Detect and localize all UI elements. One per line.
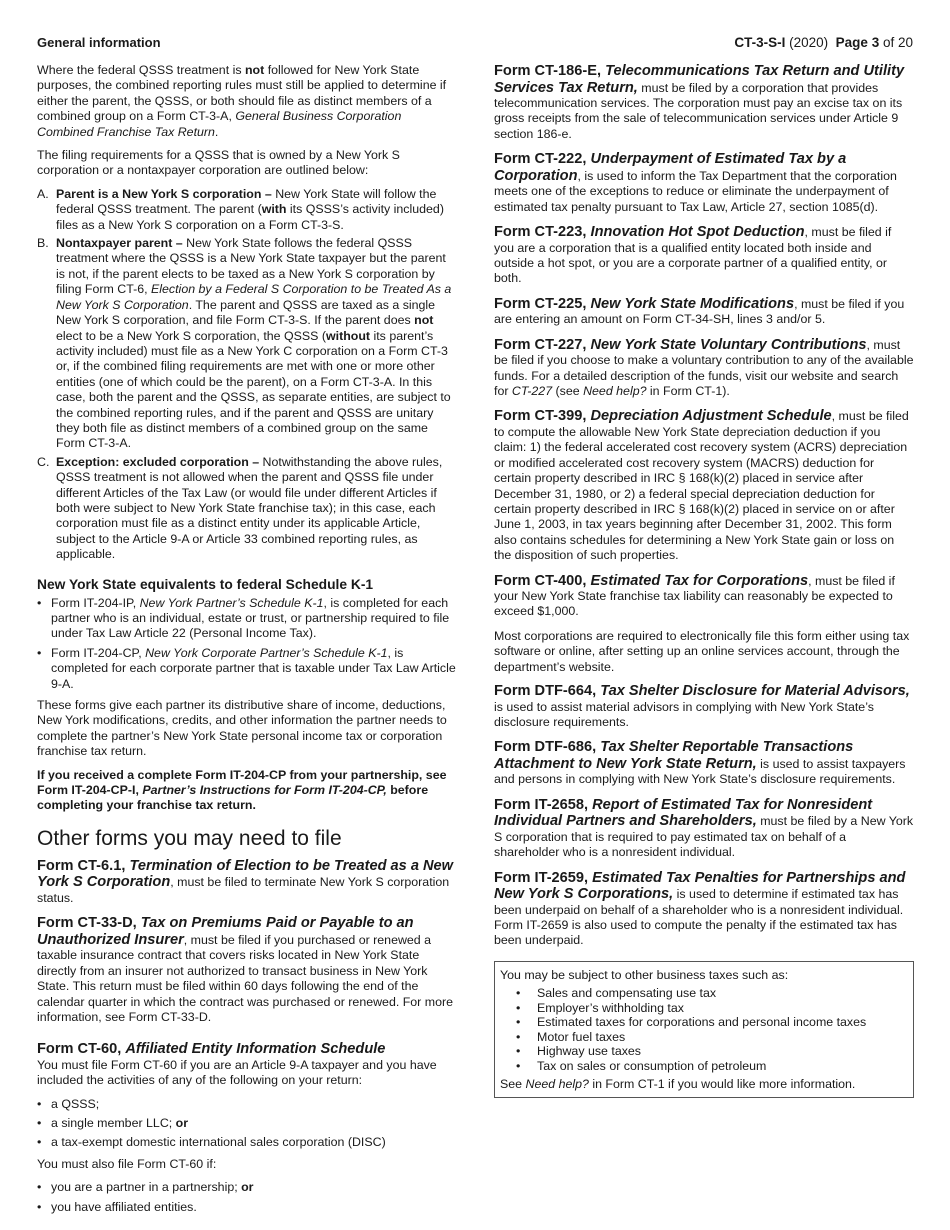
list-item: • a QSSS; <box>37 1096 100 1111</box>
form-ct-399: Form CT-399, Depreciation Adjustment Schedule, must be filed to compute the allowable New York State depreciation deduction if you claim: 1) the federal accelerated cost recovery system (ACRS) depreciation or modified accelerated cost recovery system (MACRS) deduction for certain property described in IRC § 168(k)(2) placed in service after December 31, 1980, or 2) a federal special depreciation deduction for certain property described in IRC § 168(k)(2) placed in service on or after June 1, 2003, in tax years beginning after December 31, 2002. This form also contains schedules for determining a New York State gain or loss on the disposition of such properties. <box>494 408 909 563</box>
ct400-efile-paragraph: Most corporations are required to electronically file this form either using tax software or online, after setting up an online services account, through the department’s website. <box>494 628 910 674</box>
list-item: • a tax-exempt domestic international sales corporation (DISC) <box>37 1135 386 1150</box>
filing-requirements-list <box>37 187 457 563</box>
k1-paragraph: These forms give each partner its distributive share of income, deductions, New York modifications, credits, and other information the partner needs to complete the partner’s New York State personal income tax or corporation franchise tax return. <box>37 698 447 759</box>
list-item: C. Exception: excluded corporation – Notwithstanding the above rules, QSSS treatment is not allowed when the parent and QSSS file under different Articles of the Tax Law (or would file under different Articles if both were subject to New York State franchise tax); in this case, each corporation must file as a distinct entity under its applicable Article, subject to the Article 9-A or Article 33 combined reporting rules, as applicable. <box>37 454 443 562</box>
section-title: General information <box>37 35 161 50</box>
list-item: • a single member LLC; or <box>37 1116 189 1131</box>
form-ct-223: Form CT-223, Innovation Hot Spot Deduction, must be filed if you are a corporation that is a qualified entity located both inside and outside a hot spot, or you are a corporate partner of a qualified entity, or both. <box>494 224 892 286</box>
filing-requirements-paragraph: The filing requirements for a QSSS that is owned by a New York S corporation or a nontaxpayer corporation are outlined below: <box>37 148 400 178</box>
list-item: • you have affiliated entities. <box>37 1199 197 1214</box>
ct60-list <box>37 1097 457 1151</box>
ct60-paragraph: You must file Form CT-60 if you are an Article 9-A taxpayer and you have included the activities of any of the following on your return: <box>37 1057 437 1088</box>
it204cp-notice: If you received a complete Form IT-204-CP from your partnership, see Form IT-204-CP-I, Partner’s Instructions for Form IT-204-CP, before completing your franchise tax return. <box>37 767 447 813</box>
other-forms-heading: Other forms you may need to file <box>37 826 342 850</box>
form-ct-60: Form CT-60, Affiliated Entity Information Schedule You must file Form CT-60 if you are an Article 9-A taxpayer and you have included the activities of any of the following on your return: • a QSSS; • a single member LLC; or • a tax-exempt domestic international sales corporation (DISC) You must also file Form CT-60 if: • you are a partner in a partnership; or • you have affiliated entities. <box>37 1041 457 1215</box>
page-header <box>734 35 913 50</box>
form-it-2658: Form IT-2658, Report of Estimated Tax for Nonresident Individual Partners and Shareholders, must be filed by a New York S corporation that is required to pay estimated tax on behalf of a shareholder who is a nonresident individual. <box>494 796 914 860</box>
form-id: CT-3-S-I <box>734 35 786 50</box>
form-ct-222: Form CT-222, Underpayment of Estimated Tax by a Corporation, is used to inform the Tax Department that the corporation meets one of the exceptions to reduce or eliminate the underpayment of estimated tax penalty pursuant to Tax Law, Article 27, section 1085(d). <box>494 151 897 214</box>
form-ct-227: Form CT-227, New York State Voluntary Contributions, must be filed if you choose to make a voluntary contribution to any of the available funds. For a detailed description of the funds, visit our website and search for CT-227 (see Need help? in Form CT-1). <box>494 336 914 398</box>
form-it-2659: Form IT-2659, Estimated Tax Penalties for Partnerships and New York S Corporations, is used to determine if estimated tax has been underpaid on behalf of a shareholder who is a nonresident individual. Form IT-2659 is also used to compute the penalty if the estimated tax has been underpaid. <box>494 869 906 948</box>
left-column <box>37 63 457 1224</box>
list-item: • Form IT-204-CP, New York Corporate Partner’s Schedule K-1, is completed for each corporate partner that is taxable under Tax Law Article 9-A. <box>37 645 456 691</box>
ct60-list-2 <box>37 1180 457 1215</box>
list-item: • Sales and compensating use tax <box>516 986 717 1001</box>
form-ct-400: Form CT-400, Estimated Tax for Corporations, must be filed if your New York State franchise tax liability can reasonably be expected to exceed $1,000. <box>494 572 895 619</box>
k1-list <box>37 596 457 692</box>
right-column <box>494 63 914 1098</box>
qsss-paragraph: Where the federal QSSS treatment is not followed for New York State purposes, the combined reporting rules must still be applied to determine if either the parent, the QSSS, or both should file as distinct members of a combined group on a Form CT-3-A, General Business Corporation Combined Franchise Tax Return. <box>37 63 447 139</box>
list-item: B. Nontaxpayer parent – New York State follows the federal QSSS treatment where the QSSS is a New York State taxpayer but the parent is not, if the parent elects to be taxed as a New York S corporation by filing Form CT-6, Election by a Federal S Corporation to be Treated As a New York S Corporation. The parent and QSSS are taxed as a single New York S corporation, and file Form CT-3-S. If the parent does not elect to be a New York S corporation, the QSSS (without its parent’s activity included) must file as a New York C corporation on a Form CT-3 or, if the combined filing requirements are met with one or more other entities (one of which could be the parent), on a Form CT-3-A. In this case, both the parent and the QSSS, as separate entities, are subject to the combined reporting rules, and if the parent and QSSS are unitary they both file as distinct members of a combined group on the same Form CT-3-A. <box>37 236 452 451</box>
other-taxes-list <box>516 986 904 1073</box>
form-ct-186-e: Form CT-186-E, Telecommunications Tax Return and Utility Services Tax Return, must be filed by a corporation that provides telecommunication services. The corporation must pay an excise tax on its gross receipts from the sale of telecommunication services under Article 9 section 186-e. <box>494 63 905 141</box>
box-footer: See Need help? in Form CT-1 if you would like more information. <box>500 1077 856 1092</box>
other-taxes-box <box>494 961 914 1098</box>
k1-heading: New York State equivalents to federal Schedule K-1 <box>37 576 374 592</box>
list-item: • Tax on sales or consumption of petroleum <box>516 1058 767 1073</box>
ct60-paragraph-2: You must also file Form CT-60 if: <box>37 1156 217 1171</box>
list-item: • Estimated taxes for corporations and personal income taxes <box>516 1015 867 1030</box>
list-item: • Form IT-204-IP, New York Partner’s Schedule K-1, is completed for each partner who is an individual, estate or trust, or partnership required to file under Tax Law Article 22 (Personal Income Tax). <box>37 595 450 641</box>
form-ct-6-1: Form CT-6.1, Termination of Election to be Treated as a New York S Corporation, must be filed to terminate New York S corporation status. <box>37 857 454 905</box>
form-dtf-664: Form DTF-664, Tax Shelter Disclosure for Material Advisors, is used to assist material advisors in complying with New York State’s disclosure requirements. <box>494 683 910 729</box>
form-year: (2020) <box>789 35 829 50</box>
page-total: of 20 <box>882 35 913 50</box>
list-item: A. Parent is a New York S corporation – New York State will follow the federal QSSS treatment. The parent (with its QSSS’s activity included) files as a New York S corporation on a Form CT-3-S. <box>37 186 444 232</box>
form-ct-225: Form CT-225, New York State Modifications, must be filed if you are entering an amount on Form CT-34-SH, lines 3 and/or 5. <box>494 295 905 327</box>
list-item: • you are a partner in a partnership; or <box>37 1180 254 1195</box>
form-dtf-686: Form DTF-686, Tax Shelter Reportable Transactions Attachment to New York State Return, is used to assist taxpayers and persons in complying with New York State’s disclosure requirements. <box>494 739 906 787</box>
list-item: • Motor fuel taxes <box>516 1029 626 1044</box>
form-ct-33-d: Form CT-33-D, Tax on Premiums Paid or Payable to an Unauthorized Insurer, must be filed if you purchased or renewed a taxable insurance contract that covers risks located in New York State directly from an insurer not authorized to transact business in New York State. This return must be filed within 60 days following the end of the calendar quarter in which the contract was purchased or renewed. For more information, see Form CT-33-D. <box>37 915 453 1024</box>
page-number: Page 3 <box>835 35 880 50</box>
list-item: • Highway use taxes <box>516 1044 641 1059</box>
list-item: • Employer’s withholding tax <box>516 1000 684 1015</box>
box-intro: You may be subject to other business taxes such as: <box>500 967 789 982</box>
